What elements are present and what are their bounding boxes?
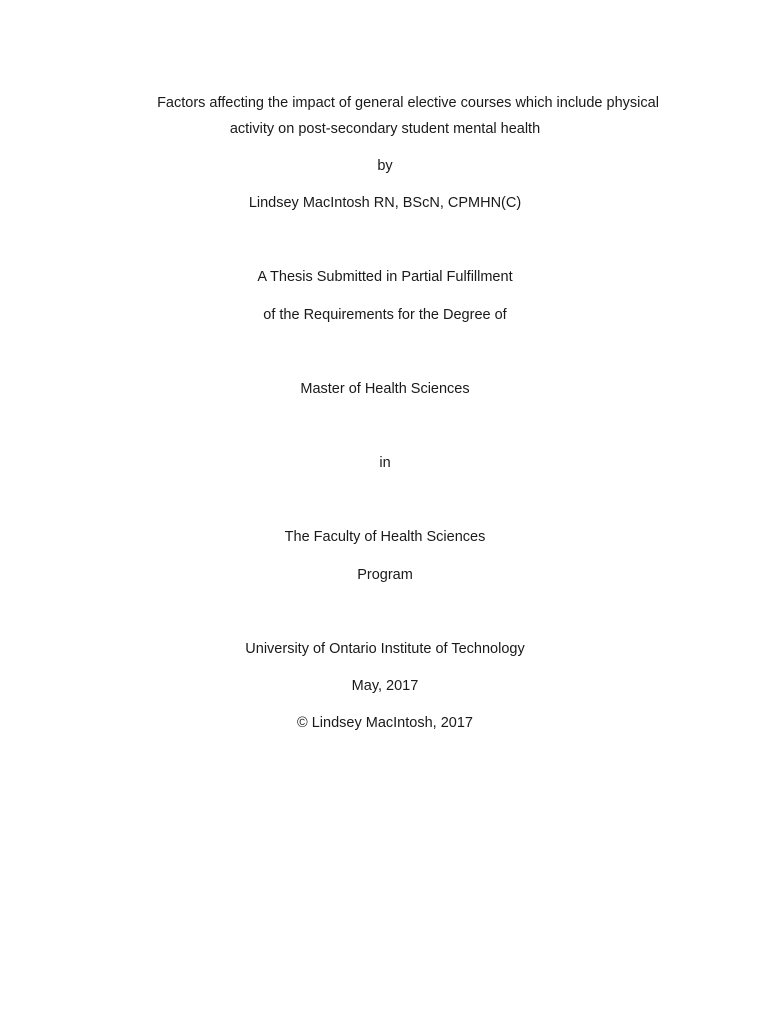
author-name: Lindsey MacIntosh RN, BScN, CPMHN(C) (248, 195, 522, 211)
faculty-name: The Faculty of Health Sciences (284, 529, 486, 545)
thesis-statement-line-1: A Thesis Submitted in Partial Fulfillment (257, 269, 513, 285)
thesis-statement-line-2: of the Requirements for the Degree of (263, 307, 507, 323)
program-label: Program (357, 567, 413, 583)
university-name: University of Ontario Institute of Technology (245, 641, 525, 657)
in-label: in (379, 455, 391, 471)
thesis-title-line-1: Factors affecting the impact of general elective courses which include physical (157, 95, 659, 111)
thesis-title-line-2: activity on post-secondary student mental health (229, 121, 541, 137)
copyright-notice: © Lindsey MacIntosh, 2017 (297, 715, 473, 731)
by-label: by (377, 158, 393, 174)
submission-date: May, 2017 (351, 678, 419, 694)
degree-name: Master of Health Sciences (300, 381, 470, 397)
